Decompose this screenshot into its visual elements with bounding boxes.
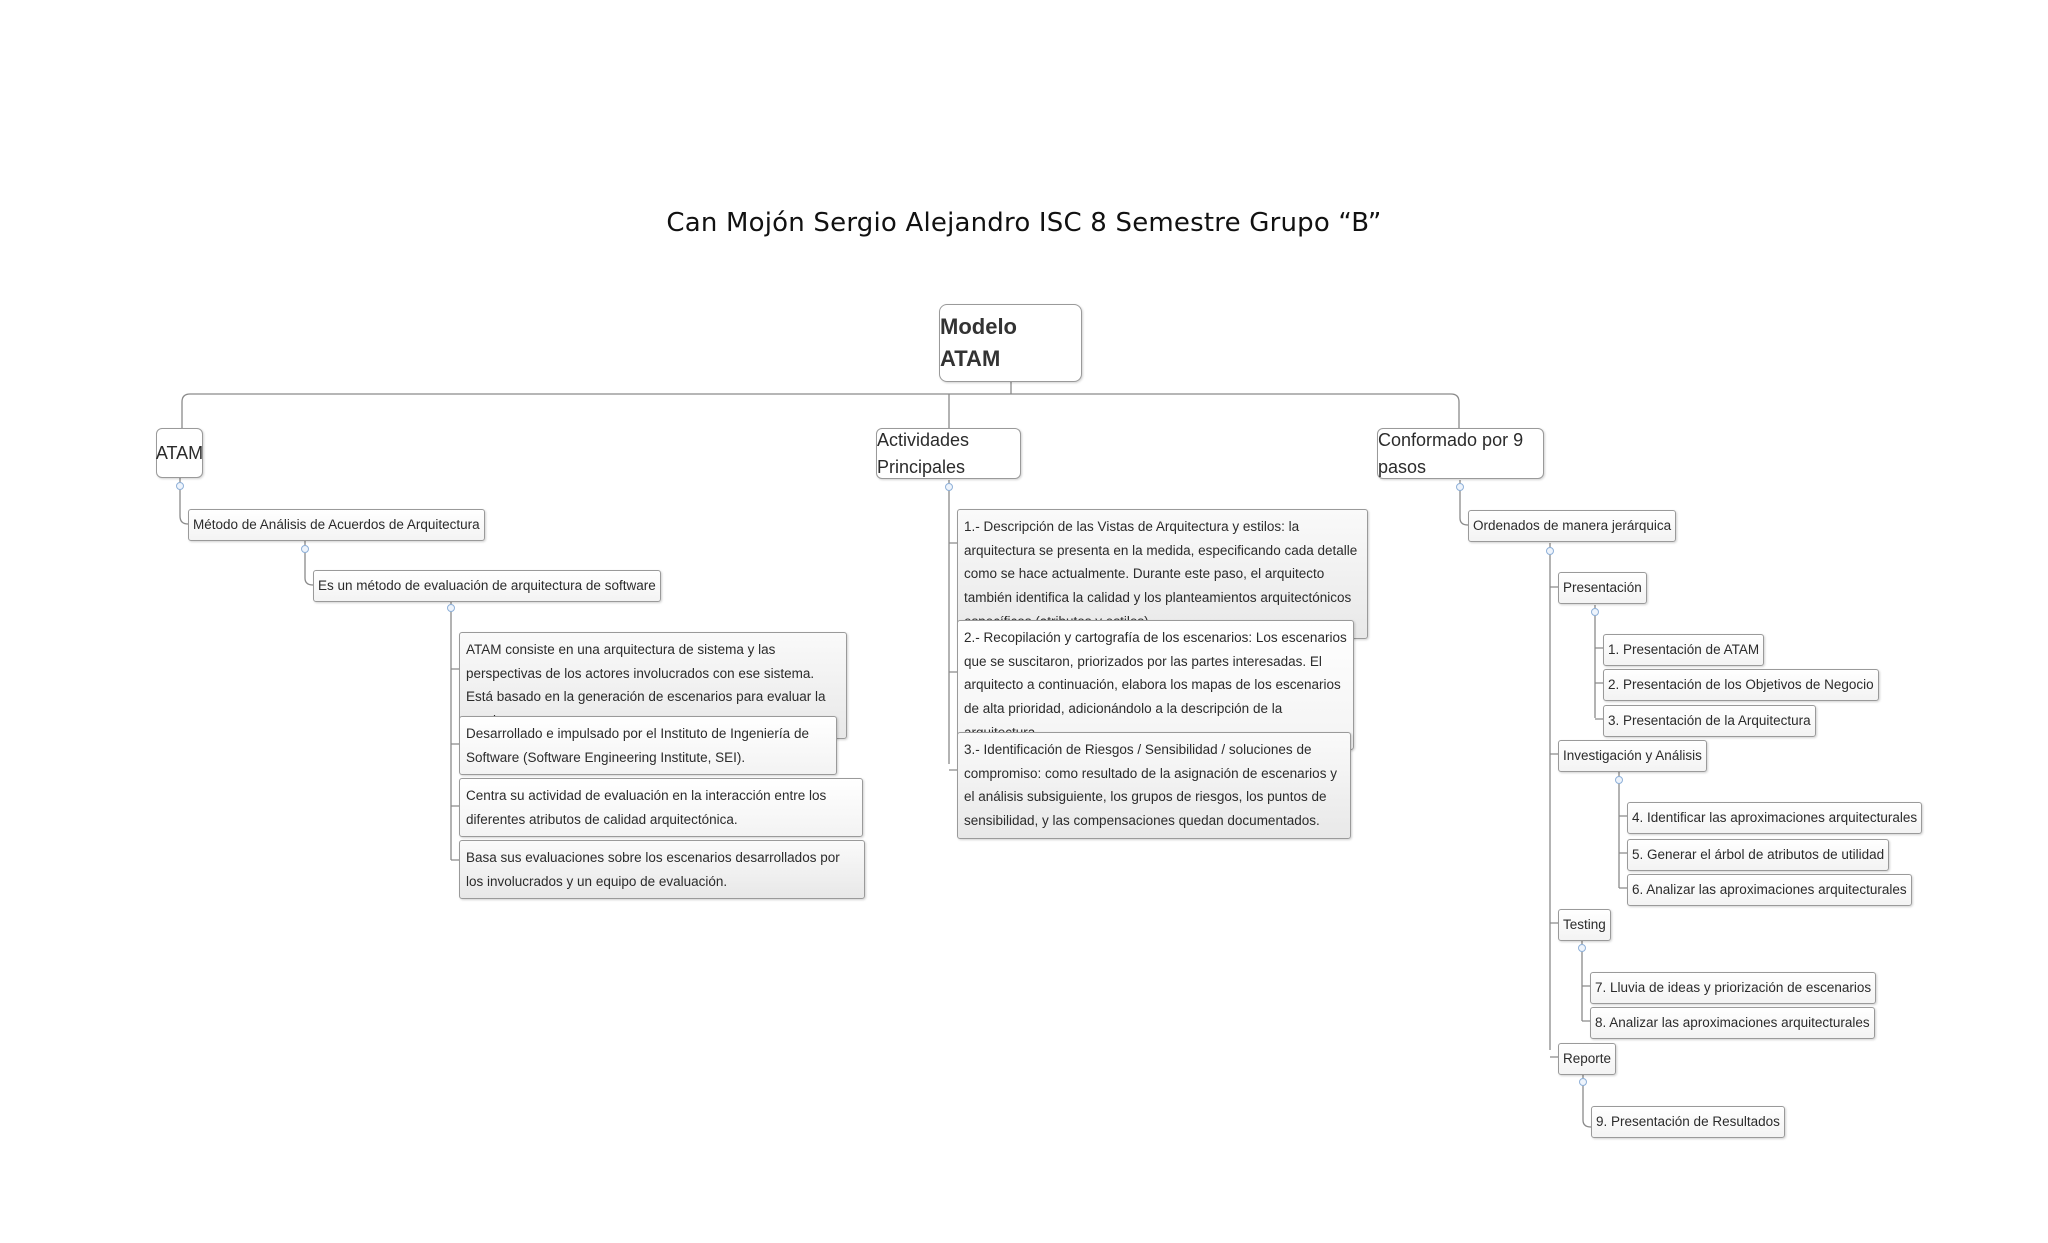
- step-8[interactable]: 8. Analizar las aproximaciones arquitecturales: [1590, 1007, 1875, 1039]
- connector-testing: [1582, 941, 1590, 1021]
- page-title: Can Mojón Sergio Alejandro ISC 8 Semestre Grupo “B”: [666, 208, 1382, 238]
- step-9[interactable]: 9. Presentación de Resultados: [1591, 1106, 1785, 1138]
- collapse-toggle-icon[interactable]: [1579, 1078, 1587, 1086]
- collapse-toggle-icon[interactable]: [1615, 776, 1623, 784]
- connector-root-bus: [182, 382, 1459, 428]
- branch-atam[interactable]: ATAM: [156, 428, 203, 478]
- connector-actividades: [949, 480, 957, 770]
- collapse-toggle-icon[interactable]: [1591, 608, 1599, 616]
- pasos-orden[interactable]: Ordenados de manera jerárquica: [1468, 510, 1676, 542]
- collapse-toggle-icon[interactable]: [1456, 483, 1464, 491]
- step-2[interactable]: 2. Presentación de los Objetivos de Negocio: [1603, 669, 1879, 701]
- step-7[interactable]: 7. Lluvia de ideas y priorización de escenarios: [1590, 972, 1876, 1004]
- actividad-2[interactable]: 2.- Recopilación y cartografía de los escenarios: Los escenarios que se suscitaron, priorizados por las partes interesadas. El arquitecto a continuación, elabora los mapas de los escenarios de alta prioridad, adicionándolo a la descripción de la: [957, 620, 1354, 750]
- collapse-toggle-icon[interactable]: [945, 483, 953, 491]
- collapse-toggle-icon[interactable]: [1546, 547, 1554, 555]
- collapse-toggle-icon[interactable]: [176, 482, 184, 490]
- atam-detail-4[interactable]: Basa sus evaluaciones sobre los escenarios desarrollados por los involucrados y un equipo de evaluación.: [459, 840, 865, 899]
- group-presentacion[interactable]: Presentación: [1558, 572, 1647, 604]
- connector-investigacion: [1619, 772, 1627, 888]
- step-6[interactable]: 6. Analizar las aproximaciones arquitecturales: [1627, 874, 1912, 906]
- collapse-toggle-icon[interactable]: [301, 545, 309, 553]
- atam-detail-3[interactable]: Centra su actividad de evaluación en la interacción entre los diferentes atributos de calidad arquitectónica.: [459, 778, 863, 837]
- atam-detail-2[interactable]: Desarrollado e impulsado por el Instituto de Ingeniería de Software (Software Engineering Institute, SEI).: [459, 716, 837, 775]
- connector-atam-details: [451, 600, 459, 860]
- group-reporte[interactable]: Reporte: [1558, 1043, 1616, 1075]
- collapse-toggle-icon[interactable]: [447, 604, 455, 612]
- connector-presentacion: [1595, 605, 1603, 719]
- step-4[interactable]: 4. Identificar las aproximaciones arquitecturales: [1627, 802, 1922, 834]
- connector-pasos-groups: [1550, 543, 1558, 1057]
- group-investigacion-analisis[interactable]: Investigación y Análisis: [1558, 740, 1707, 772]
- branch-conformado-por-9-pasos[interactable]: Conformado por 9 pasos: [1377, 428, 1544, 479]
- step-1[interactable]: 1. Presentación de ATAM: [1603, 634, 1764, 666]
- actividad-1[interactable]: 1.- Descripción de las Vistas de Arquitectura y estilos: la arquitectura se presenta en la medida, especificando cada detalle como se hace actualmente. Durante este paso, el arquitecto también identifica la calidad y los planteamientos arquitectónicos: [957, 509, 1368, 639]
- atam-method-description[interactable]: Es un método de evaluación de arquitectura de software: [313, 570, 661, 602]
- actividad-3[interactable]: 3.- Identificación de Riesgos / Sensibilidad / soluciones de compromiso: como resultado de la asignación de escenarios y el análisis subsiguiente, los grupos de riesgos, los puntos de sensibilidad, y las compensaciones quedan documentados.: [957, 732, 1351, 839]
- collapse-toggle-icon[interactable]: [1578, 944, 1586, 952]
- atam-definition[interactable]: Método de Análisis de Acuerdos de Arquitectura: [188, 509, 485, 541]
- root-node[interactable]: Modelo ATAM: [939, 304, 1082, 382]
- group-testing[interactable]: Testing: [1558, 909, 1611, 941]
- atam-detail-1[interactable]: ATAM consiste en una arquitectura de sistema y las perspectivas de los actores involucrados con ese sistema. Está basado en la generación de escenarios para evaluar la: [459, 632, 847, 739]
- step-3[interactable]: 3. Presentación de la Arquitectura: [1603, 705, 1816, 737]
- step-5[interactable]: 5. Generar el árbol de atributos de utilidad: [1627, 839, 1889, 871]
- branch-actividades-principales[interactable]: Actividades Principales: [876, 428, 1021, 479]
